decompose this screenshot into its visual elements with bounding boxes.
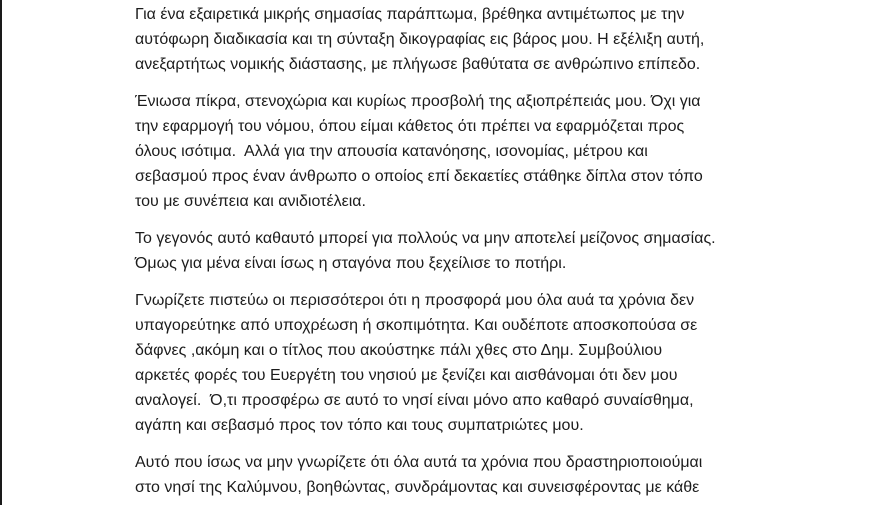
text-line: όλους ισότιμα. Αλλά για την απουσία κατανόησης, ισονομίας, μέτρου και (135, 143, 648, 160)
left-border-divider (0, 0, 2, 505)
text-line: σεβασμού προς έναν άνθρωπο ο οποίος επί δεκαετίες στάθηκε δίπλα στον τόπο (135, 168, 703, 185)
paragraph-1 (135, 2, 775, 77)
text-line: Το γεγονός αυτό καθαυτό μπορεί για πολλούς να μην αποτελεί μείζονος σημασίας. (135, 230, 716, 247)
paragraph-3 (135, 226, 775, 276)
text-line: δάφνες ,ακόμη και ο τίτλος που ακούστηκε πάλι χθες στο Δημ. Συμβούλιου (135, 342, 663, 359)
paragraph-2 (135, 89, 775, 214)
text-line: αυτόφωρη διαδικασία και τη σύνταξη δικογραφίας εις βάρος μου. Η εξέλιξη αυτή, (135, 31, 705, 48)
text-line: Αυτό που ίσως να μην γνωρίζετε ότι όλα αυτά τα χρόνια που δραστηριοποιούμαι (135, 454, 703, 471)
text-line: Για ένα εξαιρετικά μικρής σημασίας παράπτωμα, βρέθηκα αντιμέτωπος με την (135, 6, 685, 23)
text-line: αρκετές φορές του Ευεργέτη του νησιού με ξενίζει και αισθάνομαι ότι δεν μου (135, 367, 678, 384)
text-line: στο νησί της Καλύμνου, βοηθώντας, συνδράμοντας και συνεισφέροντας με κάθε (135, 479, 700, 496)
text-line: αναλογεί. Ό,τι προσφέρω σε αυτό το νησί είναι μόνο απο καθαρό συναίσθημα, (135, 392, 694, 409)
document-body (135, 2, 775, 505)
text-line: την εφαρμογή του νόμου, όπου είμαι κάθετος ότι πρέπει να εφαρμόζεται προς (135, 118, 685, 135)
paragraph-5 (135, 450, 775, 500)
text-line: Όμως για μένα είναι ίσως η σταγόνα που ξεχείλισε το ποτήρι. (135, 255, 567, 272)
text-line: αγάπη και σεβασμό προς τον τόπο και τους συμπατριώτες μου. (135, 417, 584, 434)
paragraph-4 (135, 288, 775, 438)
text-line: υπαγορεύτηκε από υποχρέωση ή σκοπιμότητα. Και ουδέποτε αποσκοπούσα σε (135, 317, 698, 334)
text-line: Γνωρίζετε πιστεύω οι περισσότεροι ότι η προσφορά μου όλα αυά τα χρόνια δεν (135, 292, 695, 309)
text-line: Ένιωσα πίκρα, στενοχώρια και κυρίως προσβολή της αξιοπρέπειάς μου. Όχι για (135, 93, 701, 110)
text-line: ανεξαρτήτως νομικής διάστασης, με πλήγωσε βαθύτατα σε ανθρώπινο επίπεδο. (135, 56, 701, 73)
text-line: του με συνέπεια και ανιδιοτέλεια. (135, 193, 366, 210)
